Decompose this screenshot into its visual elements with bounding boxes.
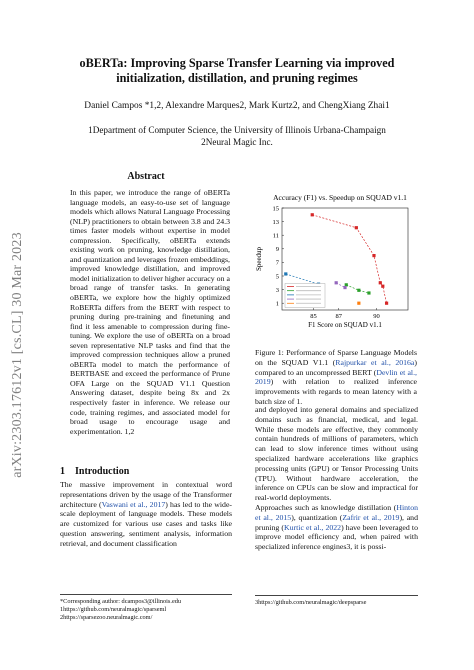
abstract-text: In this paper, we introduce the range of oBERTa language models, an easy-to-use set of language models which allows Natural Language Processing (NLP) practitioners to obtain between 3.8 and 24.3 times faster models without expertise in model compression. Specifically, oBERTa extends existing work on pruning, knowledge distillation, and quantization and leverages frozen embeddings, improved knowledge distillation, and improved model initialization to deliver higher accuracy on a broad range of transfer tasks. In generating oBERTa, we explore how the highly optimized RoBERTa differs from the BERT with respect to pruning during pre-training and finetuning and find it less amenable to compression during fine-tuning. We explore the use of oBERTa on a broad seven representative NLP tasks and find that the improved compression techniques allow a pruned oBERTa model to match the performance of BERTBASE and exceed the performance of Prune OFA Large on the SQUAD V1.1 Question Answering dataset, despite being 8x and 2x respectively faster in inference. We release our code, training regimes, and associated model for broad usage to encourage usage and experimentation. 1,2 <box>70 188 230 436</box>
data-point <box>345 283 348 286</box>
introduction-paragraph <box>60 480 232 548</box>
section-heading-introduction <box>60 466 129 477</box>
arxiv-sidebar <box>6 210 30 500</box>
data-point <box>357 302 360 305</box>
data-point <box>357 289 360 292</box>
y-tick-label: 3 <box>275 286 279 294</box>
affiliations <box>40 124 434 148</box>
data-point <box>335 281 338 284</box>
footnote-corresponding: *Corresponding author: dcampos3@illinois.edu <box>60 598 182 605</box>
y-tick-label: 7 <box>275 259 279 267</box>
caption-text-c: ) with relation to realized inference improvements with regards to mean latency with a batch size of 1. <box>255 377 417 406</box>
right-column-text <box>255 405 418 552</box>
speedup-chart <box>252 186 418 336</box>
footnote-deepsparse[interactable]: 3https://github.com/neuralmagic/deepsparse <box>255 599 367 606</box>
figure-caption <box>255 348 417 407</box>
y-tick-label: 11 <box>272 232 279 240</box>
data-point <box>343 286 346 289</box>
p2-text-a: Approaches such as knowledge distillation ( <box>255 502 397 512</box>
y-tick-label: 1 <box>275 300 279 308</box>
title-line-2: initialization, distillation, and pruning regimes <box>116 71 358 85</box>
title-line-1: oBERTa: Improving Sparse Transfer Learning via improved <box>79 56 395 70</box>
chart-legend <box>285 283 325 307</box>
citation-vaswani[interactable]: Vaswani et al., 2017 <box>101 499 166 509</box>
caption-text-b: ) compared to an uncompressed BERT ( <box>255 357 417 377</box>
paragraph-2 <box>255 503 418 552</box>
author-list: Daniel Campos *1,2, Alexandre Marques2, Mark Kurtz2, and ChengXiang Zhai1 <box>84 101 390 111</box>
chart-svg <box>252 186 418 336</box>
citation-zafrir[interactable]: Zafrir et al., 2019 <box>342 512 400 522</box>
data-point <box>381 285 384 288</box>
data-point <box>284 272 287 275</box>
footnotes-right <box>255 595 418 607</box>
x-tick-label: 85 <box>310 313 317 320</box>
y-axis-label: Speedup <box>255 246 263 272</box>
x-axis-label: F1 Score on SQUAD v1.1 <box>308 321 382 329</box>
affiliation-2: 2Neural Magic Inc. <box>201 137 273 147</box>
p2-text-b: ), quantization ( <box>291 512 343 522</box>
footnote-sparsezoo[interactable]: 2https://sparsezoo.neuralmagic.com/ <box>60 614 153 621</box>
y-tick-label: 9 <box>275 246 279 254</box>
section-title: Introduction <box>75 466 130 477</box>
data-point <box>311 213 314 216</box>
y-tick-label: 13 <box>272 218 279 226</box>
intro-text-b: ) has led to the wide-scale deployment of language models. These models are customized for various use cases and tasks like question answering, sentiment analysis, information retrieval, and document classification <box>60 499 233 548</box>
series-line-3 <box>286 274 319 284</box>
x-tick-label: 87 <box>335 313 342 320</box>
y-tick-label: 5 <box>275 273 279 281</box>
affiliation-1: 1Department of Computer Science, the University of Illinois Urbana-Champaign <box>88 125 386 135</box>
chart-title: Accuracy (F1) vs. Speedup on SQUAD v1.1 <box>273 193 407 202</box>
citation-devlin[interactable]: Devlin et al., 2019 <box>255 367 417 387</box>
citation-hinton[interactable]: Hinton et al., 2015 <box>255 502 418 522</box>
caption-text-a: Figure 1: Performance of Sparse Language Models on the SQUAD V1.1 ( <box>255 348 417 367</box>
data-point <box>385 302 388 305</box>
data-point <box>367 291 370 294</box>
data-point <box>355 226 358 229</box>
data-point <box>372 254 375 257</box>
legend-box <box>285 283 325 307</box>
citation-rajpurkar[interactable]: Rajpurkar et al., 2016a <box>335 357 415 367</box>
y-tick-label: 15 <box>272 205 279 213</box>
p2-text-c: ), and pruning ( <box>255 512 418 532</box>
data-point <box>379 281 382 284</box>
intro-text-a: The massive improvement in contextual word representations driven by the usage of the Transformer architecture ( <box>60 480 232 509</box>
x-tick-label: 90 <box>373 313 380 320</box>
citation-kurtic[interactable]: Kurtic et al., 2022 <box>283 522 342 532</box>
abstract-heading: Abstract <box>127 171 165 182</box>
arxiv-identifier: arXiv:2303.17612v1 [cs.CL] 30 Mar 2023 <box>10 232 25 478</box>
section-number: 1 <box>60 466 65 477</box>
footnote-sparseml[interactable]: 1https://github.com/neuralmagic/sparseml <box>60 606 167 613</box>
footnotes-left <box>60 594 232 622</box>
paper-title <box>40 56 434 86</box>
paragraph-1: and deployed into general domains and specialized domains such as financial, medical, and legal. While these models are effective, they commonly contain hundreds of millions of parameters, which can lead to slow inference times without using specialized hardware accelerations like graphics processing units (GPU) or Tensor Processing Units (TPU). Without hardware acceleration, the inference on CPUs can be slow and impractical for real-world deployments. <box>255 405 418 503</box>
p2-text-d: ) have been leveraged to improve model efficiency and, when paired with specialized inference engines3, it is possi- <box>255 522 418 552</box>
